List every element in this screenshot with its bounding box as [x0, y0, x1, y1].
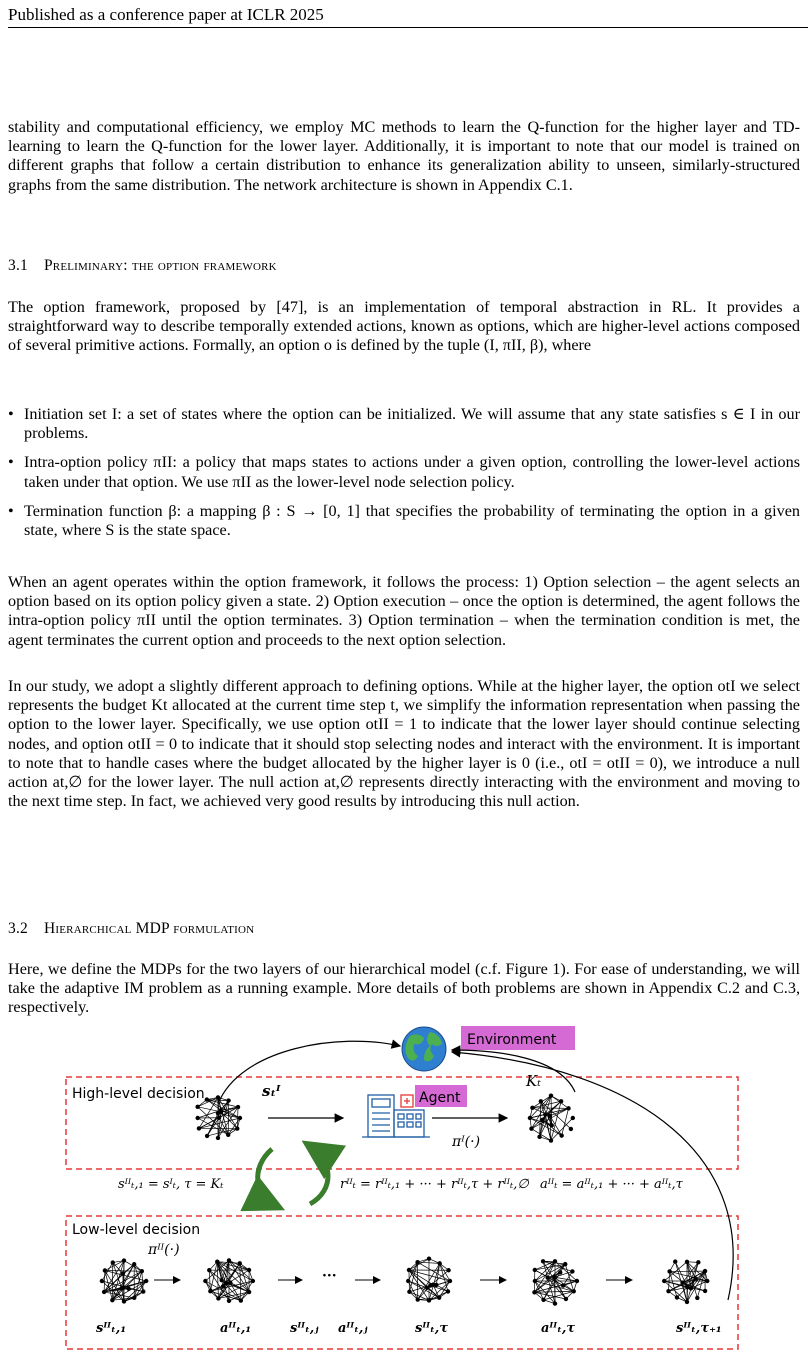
agent-label: Agent	[419, 1090, 461, 1106]
option-framework-paragraph	[8, 298, 800, 356]
section-title: Preliminary: the option framework	[44, 257, 277, 274]
section-3-2-heading	[8, 920, 254, 938]
init-equation: sᴵᴵₜ,₁ = sᴵₜ, τ = Kₜ	[118, 1177, 224, 1192]
high-level-label: High-level decision	[72, 1086, 205, 1102]
bullet-text: Intra-option policy πII: a policy that maps states to actions under a given option, controlling the lower-level actions taken under that option. We use πII as the lower-level node selection policy.	[24, 453, 800, 490]
bullet-text: Initiation set I: a set of states where the option can be initialized. We will assume that any state satisfies s ∈ I in our problems.	[24, 405, 800, 442]
option-process-paragraph	[8, 573, 800, 650]
paragraph-text: In our study, we adopt a slightly different approach to defining options. While at the higher layer, the option otI we select represents the budget Kt allocated at the current time step t, we simplify the information representation when passing the option to the lower layer. Specifically, we use option otII = 1 to indicate that the lower layer should continue selecting nodes, and option otII = 0 to indicate that it should stop selecting nodes and interact with the environment. It is important to note that to handle cases where the budget allocated by the higher layer is 0 (i.e., otI = otII = 0), we introduce a null action at,∅ for the lower layer. The null action at,∅ represents directly interacting with the environment and moving to the next time step. In fact, we achieved very good results by introducing this null action.	[8, 677, 800, 811]
low-policy-label: πᴵᴵ(·)	[147, 1242, 180, 1258]
network-graph-icon	[203, 1258, 255, 1303]
bullet-text: Termination function β: a mapping β : S → [0, 1] that specifies the probability of terminating the option in a given state, where S is the state space.	[24, 502, 800, 539]
network-graph-icon	[528, 1093, 575, 1142]
list-item	[8, 453, 800, 491]
cycle-arrow-down	[258, 1149, 276, 1206]
intro-text: stability and computational efficiency, we employ MC methods to learn the Q-function for the higher layer and TD-learning to learn the Q-function for the lower layer. Additionally, it is important to note that our model is trained on different graphs that follow a certain distribution to enhance its generalization ability to unseen, similarly-structured graphs from the same distribution. The network architecture is shown in Appendix C.1.	[8, 118, 800, 195]
low-to-env-arrow	[452, 1052, 733, 1300]
low-state-label: sᴵᴵₜ,τ₊₁	[676, 1321, 722, 1336]
option-tuple-list	[8, 405, 800, 550]
section-title: Hierarchical MDP formulation	[44, 920, 254, 937]
list-item	[8, 502, 800, 540]
low-action-label: aᴵᴵₜ,τ	[541, 1321, 575, 1336]
network-graph-icon	[406, 1256, 452, 1302]
state-high-label: sₜᴵ	[262, 1082, 281, 1100]
high-policy-label: πᴵ(·)	[451, 1134, 480, 1150]
reward-equation: rᴵᴵₜ = rᴵᴵₜ,₁ + ··· + rᴵᴵₜ,τ + rᴵᴵₜ,∅	[340, 1177, 529, 1192]
figure-svg	[0, 1018, 808, 1354]
network-graph-icon	[532, 1259, 579, 1306]
low-state-label: sᴵᴵₜ,τ	[415, 1321, 448, 1336]
null-action-paragraph	[8, 677, 800, 811]
header-rule	[8, 27, 808, 28]
network-graph-icon	[662, 1259, 709, 1304]
list-item	[8, 405, 800, 443]
hierarchical-mdp-paragraph	[8, 960, 800, 1018]
action-equation: aᴵᴵₜ = aᴵᴵₜ,₁ + ··· + aᴵᴵₜ,τ	[540, 1177, 684, 1192]
section-3-1-heading	[8, 257, 277, 275]
low-state-label: sᴵᴵₜ,ⱼ	[290, 1321, 319, 1336]
paragraph-text: The option framework, proposed by [47], is an implementation of temporal abstraction in RL. It provides a straightforward way to describe temporally extended actions, known as options, which are higher-level actions composed of several primitive actions. Formally, an option o is defined by the tuple (I, πII, β), where	[8, 298, 800, 356]
environment-label: Environment	[467, 1032, 557, 1048]
paragraph-text: When an agent operates within the option framework, it follows the process: 1) Option selection – the agent selects an option based on its option policy given a state. 2) Option execution – once the option is determined, the agent follows the intra-option policy πII until the option terminates. 3) Option termination – when the termination condition is met, the agent terminates the current option and proceeds to the next option selection.	[8, 573, 800, 650]
bullet-dot: •	[8, 453, 14, 472]
cycle-arrow-up	[310, 1146, 328, 1204]
budget-label: Kₜ	[525, 1072, 541, 1090]
low-state-label: sᴵᴵₜ,₁	[96, 1321, 126, 1336]
paragraph-text: Here, we define the MDPs for the two layers of our hierarchical model (c.f. Figure 1). For ease of understanding, we will take the adaptive IM problem as a running example. More details of both problems are shown in Appendix C.2 and C.3, respectively.	[8, 960, 800, 1018]
low-action-label: aᴵᴵₜ,ⱼ	[338, 1321, 368, 1336]
section-number: 3.1	[8, 257, 28, 274]
low-action-label: aᴵᴵₜ,₁	[220, 1321, 251, 1336]
low-level-label: Low-level decision	[72, 1222, 200, 1238]
globe-icon	[402, 1027, 446, 1071]
bullet-dot: •	[8, 502, 14, 521]
bullet-dot: •	[8, 405, 14, 424]
intro-paragraph	[8, 118, 800, 195]
ellipsis: ···	[322, 1268, 337, 1284]
running-header: Published as a conference paper at ICLR 2025	[8, 5, 324, 25]
network-graph-icon	[100, 1258, 149, 1303]
hierarchical-model-figure	[0, 1018, 808, 1354]
section-number: 3.2	[8, 920, 28, 937]
